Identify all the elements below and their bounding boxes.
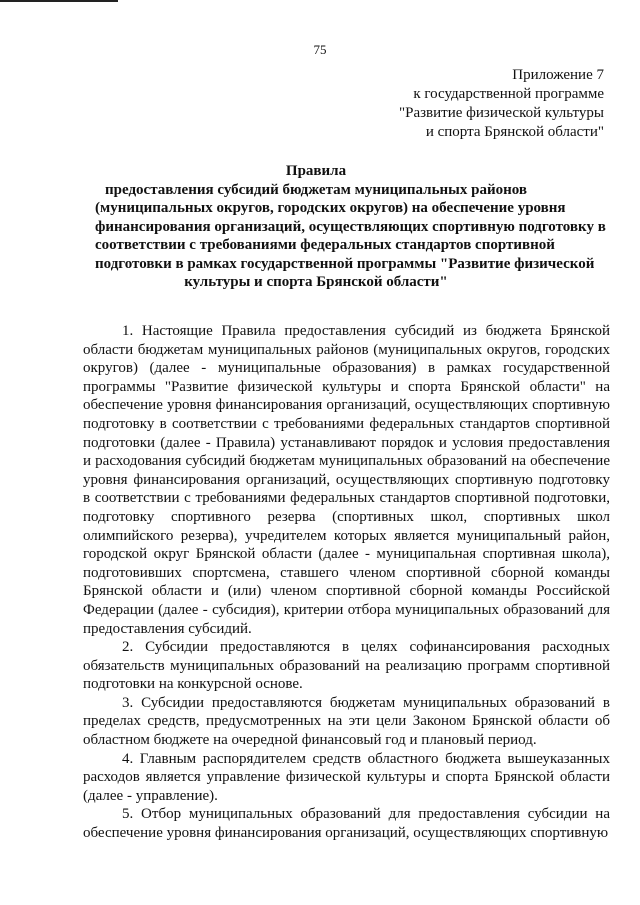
paragraph-4: 4. Главным распорядителем средств областного бюджета вышеуказанных расходов является управление физической культуры и спорта Брянской области (далее - управление). bbox=[83, 750, 610, 804]
appendix-line: "Развитие физической культуры bbox=[399, 105, 604, 121]
appendix-line: и спорта Брянской области" bbox=[425, 124, 604, 140]
appendix-line: к государственной программе bbox=[413, 86, 604, 102]
title-heading: Правила bbox=[285, 163, 347, 179]
title-line: предоставления субсидий бюджетам муниципальных районов bbox=[105, 181, 527, 198]
document-body bbox=[83, 322, 610, 843]
title-line: культуры и спорта Брянской области" bbox=[184, 274, 448, 290]
title-line: подготовки в рамках государственной программы "Развитие физической bbox=[95, 255, 595, 272]
paragraph-1: 1. Настоящие Правила предоставления субсидий из бюджета Брянской области бюджетам муниципальных районов (муниципальных округов, городских округов) (далее - муниципальные образования) в рамках государственной программы "Развитие физической культуры и спорта Брянской области" на обеспечение уровня финансирования организаций, осуществляющих спортивную подготовку в соответствии с требованиями федеральных стандартов спортивной подготовки (далее - Правила) устанавливают порядок и условия предоставления и расходования субсидий бюджетам муниципальных образований на обеспечение уровня финансирования организаций, осуществляющих спортивную подготовку в соответствии с требованиями федеральных стандартов спортивной подготовки, подготовку спортивного резерва (спортивных школ, спортивных школ олимпийского резерва), учредителем которых является муниципальный район, городской округ Брянской области (далее - муниципальная спортивная школа), подготовивших спортсмена, ставшего членом спортивной сборной команды Брянской области и (или) членом спортивной сборной команды Российской Федерации (далее - субсидия), критерии отбора муниципальных образований для предоставления субсидий. bbox=[83, 323, 610, 637]
paragraph-2: 2. Субсидии предоставляются в целях софинансирования расходных обязательств муниципальных образований на реализацию программ спортивной подготовки на конкурсной основе. bbox=[83, 639, 610, 693]
title-line: финансирования организаций, осуществляющих спортивную подготовку в bbox=[95, 218, 606, 235]
page-number: 75 bbox=[313, 42, 327, 57]
scan-edge-mark bbox=[0, 0, 118, 2]
paragraph-5: 5. Отбор муниципальных образований для предоставления субсидии на обеспечение уровня финансирования организаций, осуществляющих спортивную bbox=[83, 806, 610, 842]
appendix-line: Приложение 7 bbox=[512, 67, 604, 83]
appendix-header bbox=[399, 66, 604, 142]
title-line: соответствии с требованиями федеральных стандартов спортивной bbox=[95, 237, 555, 253]
document-title bbox=[95, 162, 606, 292]
title-line: (муниципальных округов, городских округов) на обеспечение уровня bbox=[95, 200, 566, 216]
paragraph-3: 3. Субсидии предоставляются бюджетам муниципальных образований в пределах средств, предусмотренных на эти цели Законом Брянской области об областном бюджете на очередной финансовый год и плановый период. bbox=[83, 694, 610, 749]
